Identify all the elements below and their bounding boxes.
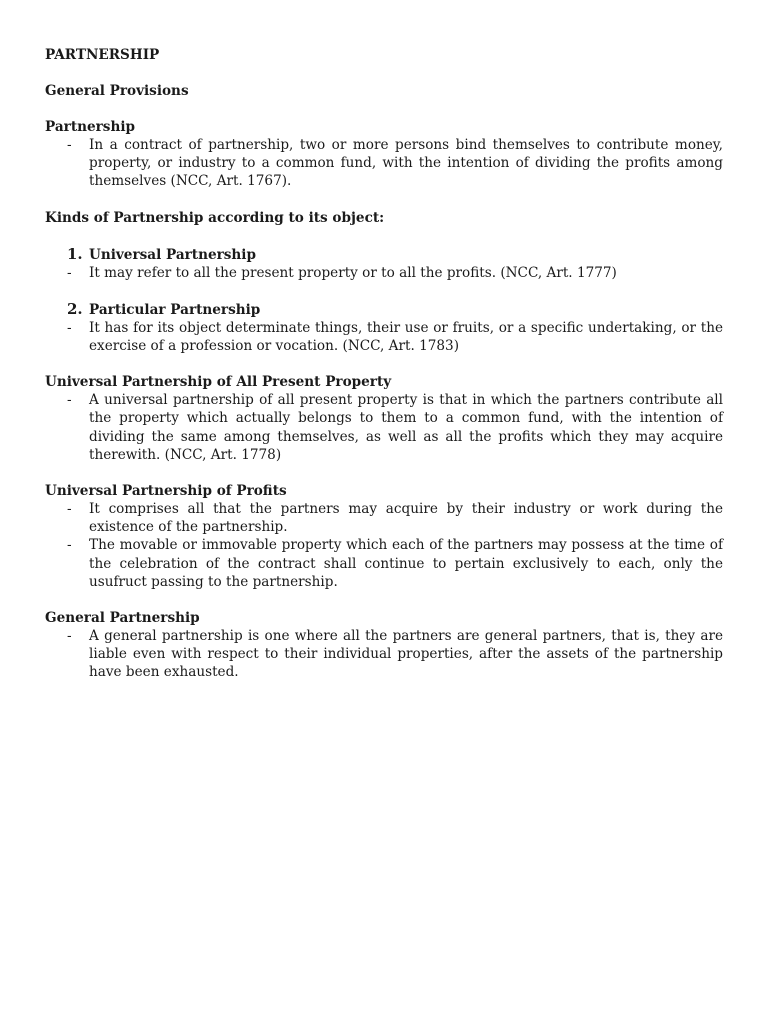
section-partnership bbox=[45, 118, 723, 191]
list-item-text: It has for its object determinate things, their use or fruits, or a specific undertaking, or the exercise of a profession or vocation. (NCC, Art. 1783) bbox=[89, 319, 723, 355]
section-universal-all-present-property bbox=[45, 373, 723, 464]
list-item-text: A general partnership is one where all the partners are general partners, that is, they are liable even with respect to their individual properties, after the assets of the partnership have been exhausted. bbox=[89, 628, 723, 681]
section-heading: Universal Partnership bbox=[89, 246, 256, 263]
section-general-partnership bbox=[45, 609, 723, 682]
section-heading: Particular Partnership bbox=[89, 301, 261, 318]
list-item-text: A universal partnership of all present property is that in which the partners contribute all the property which actually belongs to them to a common fund, with the intention of dividing the same among themselves, as well as all the profits which they may acquire therewith. (NCC, Art. 1778) bbox=[89, 392, 723, 463]
list-item-text: It comprises all that the partners may acquire by their industry or work during the existence of the partnership. bbox=[89, 501, 723, 536]
list-item-text: The movable or immovable property which each of the partners may possess at the time of the celebration of the contract shall continue to pertain exclusively to each, only the usufruct passing to the partnership. bbox=[89, 537, 723, 590]
document-title: PARTNERSHIP bbox=[45, 47, 160, 63]
document-page bbox=[45, 46, 723, 700]
section-kinds bbox=[45, 209, 723, 227]
section-heading: Universal Partnership of Profits bbox=[45, 483, 287, 500]
list-item bbox=[45, 136, 723, 191]
bullet-dash: - bbox=[67, 392, 72, 409]
bullet-dash: - bbox=[67, 319, 72, 336]
list-item bbox=[45, 391, 723, 464]
list-item bbox=[45, 536, 723, 591]
heading-number: 2. bbox=[67, 299, 83, 318]
bullet-dash: - bbox=[67, 501, 72, 518]
heading-number: 1. bbox=[67, 244, 83, 263]
numbered-heading bbox=[45, 245, 723, 264]
numbered-heading bbox=[45, 300, 723, 319]
section-heading: Kinds of Partnership according to its object: bbox=[45, 209, 385, 226]
section-universal-partnership bbox=[45, 245, 723, 282]
section-heading: General Partnership bbox=[45, 610, 200, 627]
section-heading: Partnership bbox=[45, 119, 136, 135]
document-subtitle: General Provisions bbox=[45, 83, 189, 99]
list-item bbox=[45, 264, 723, 282]
bullet-dash: - bbox=[67, 264, 72, 281]
bullet-dash: - bbox=[67, 537, 72, 554]
list-item bbox=[45, 319, 723, 355]
section-heading: Universal Partnership of All Present Property bbox=[45, 374, 392, 391]
list-item-text: It may refer to all the present property or to all the profits. (NCC, Art. 1777) bbox=[89, 264, 617, 281]
list-item bbox=[45, 627, 723, 682]
list-item bbox=[45, 500, 723, 536]
bullet-dash: - bbox=[67, 137, 72, 153]
section-particular-partnership bbox=[45, 300, 723, 355]
section-universal-profits bbox=[45, 482, 723, 591]
bullet-dash: - bbox=[67, 628, 72, 645]
list-item-text: In a contract of partnership, two or more persons bind themselves to contribute money, property, or industry to a common fund, with the intention of dividing the profits among themselves (NCC, Art. 1767). bbox=[89, 137, 723, 190]
